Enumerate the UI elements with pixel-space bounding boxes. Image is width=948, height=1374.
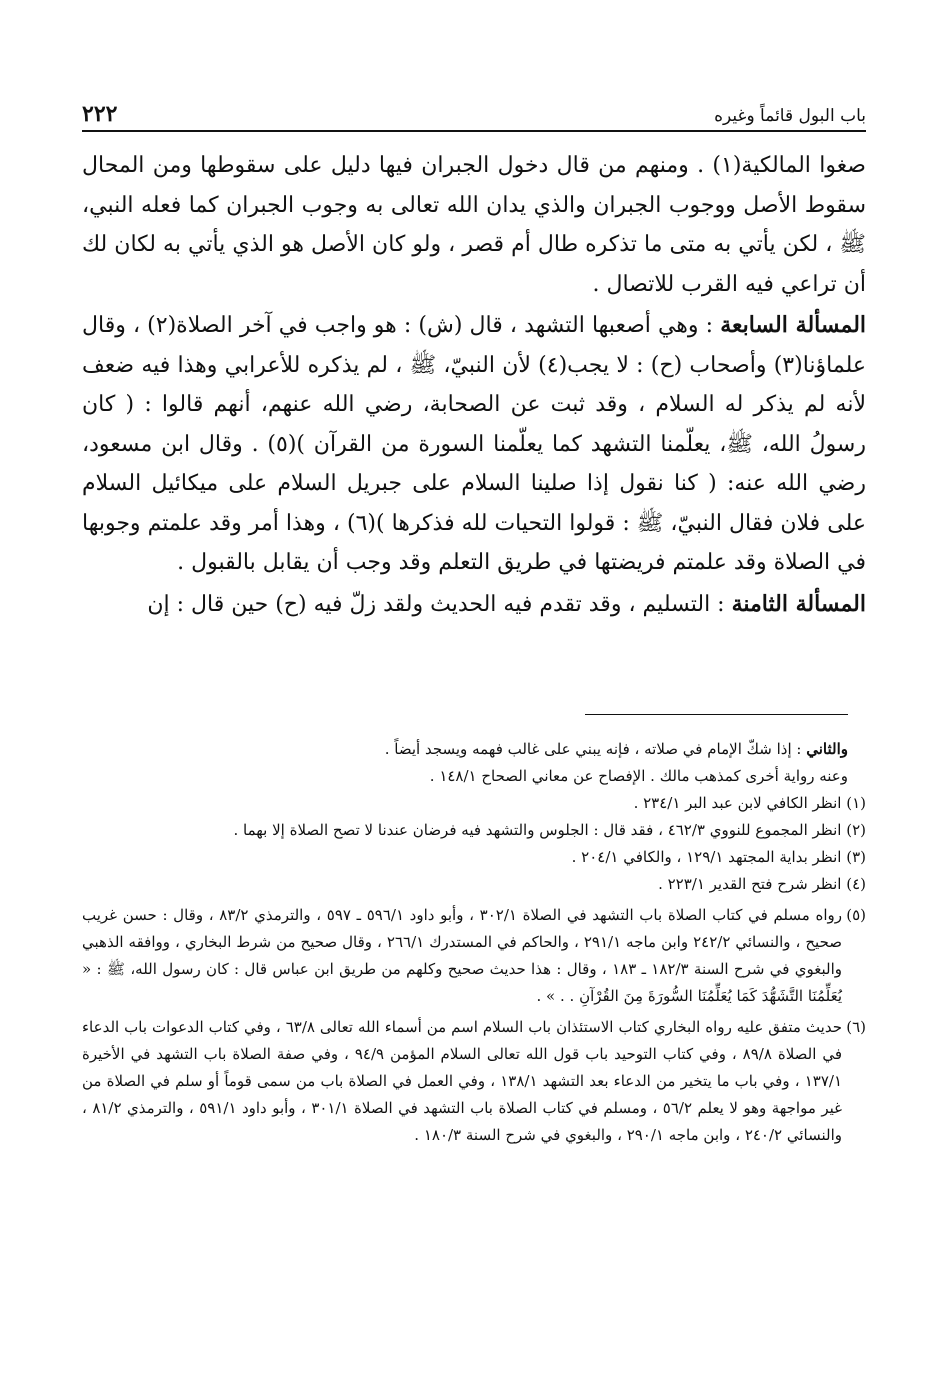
footnote-6-text: حديث متفق عليه رواه البخاري كتاب الاستئذان باب السلام اسم من أسماء الله تعالى ٦٣/٨ ، وفي كتاب الدعوات باب الدعاء في الصلاة ٨٩/٨ ، وفي كتاب التوحيد باب قول الله تعالى السلام المؤمن ٩٤/٩ ، وفي صفة الصلاة باب التشهد في الأخيرة ١٣٧/١ ، وفي باب ما يتخير من الدعاء بعد التشهد ١٣٨/١ ، وفي العمل في الصلاة باب من سمى قوماً أو سلم في الصلاة من غير مواجهة وهو لا يعلم ٥٦/٢ ، ومسلم في كتاب الصلاة باب التشهد في الصلاة ٣٠١/١ ، وأبو داود ٥٩١/١ ، والترمذي ٨١/٢ ، والنسائي ٢٤٠/٢ ، وابن ماجه ٢٩٠/١ ، والبغوي في شرح السنة ١٨٠/٣ .: [82, 1018, 842, 1144]
page-header: [82, 96, 866, 132]
issue-seven-text: : وهي أصعبها التشهد ، قال (ش) : هو واجب في آخر الصلاة(٢) ، وقال علماؤنا(٣) وأصحاب (ح) : لا يجب(٤) لأن النبيّ، ﷺ ، لم يذكره للأعرابي وهذا فيه ضعف لأنه لم يذكر له السلام ، وقد ثبت عن الصحابة، رضي الله عنهم، أنهم قالوا : ( كان رسولُ الله، ﷺ، يعلّمنا التشهد كما يعلّمنا السورة من القرآن )(٥) . وقال ابن مسعود، رضي الله عنه: ( كنا نقول إذا صلينا السلام على جبريل السلام على ميكائيل السلام على فلان فقال النبيّ، ﷺ : قولوا التحيات لله فذكرها )(٦) ، وهذا أمر وقد علمتم وجوبها في الصلاة وقد علمتم فريضتها في طريق التعلم وقد وجب أن يقابل بالقبول .: [82, 313, 866, 575]
footnote-3: (٣) انظر بداية المجتهد ١٢٩/١ ، والكافي ٢٠٤/١ .: [571, 848, 866, 866]
footnote-separator: [585, 714, 848, 715]
footnote-6: [82, 1014, 866, 1149]
paragraph-3: [82, 585, 866, 625]
footnote-5: [82, 902, 866, 1010]
page-number: ٢٢٢: [82, 101, 118, 127]
footnote-4: (٤) انظر شرح فتح القدير ٢٢٣/١ .: [658, 875, 866, 893]
footnote-5-mark: (٥): [846, 906, 866, 924]
issue-eight-label: المسألة الثامنة: [731, 590, 866, 617]
issue-seven-label: المسألة السابعة: [720, 312, 867, 338]
paragraph-2: [82, 306, 866, 583]
footnote-continuation-label: والثاني: [806, 740, 848, 758]
paragraph-1: صغوا المالكية(١) . ومنهم من قال دخول الجبران فيها دليل على سقوطها ومن المحال سقوط الأصل ووجوب الجبران والذي يدان الله تعالى به وجوب الجبران كما فعله النبي، ﷺ ، لكن يأتي به متى ما تذكره طال أم قصر ، ولو كان الأصل هو الذي يأتي به لكان لك أن تراعي فيه القرب للاتصال .: [82, 153, 866, 297]
footnote-5-text: رواه مسلم في كتاب الصلاة باب التشهد في الصلاة ٣٠٢/١ ، وأبو داود ٥٩٦/١ ـ ٥٩٧ ، والترمذي ٨٣/٢ ، وقال : حسن غريب صحيح ، والنسائي ٢٤٢/٢ وابن ماجه ٢٩١/١ ، والحاكم في المستدرك ٢٦٦/١ ، وقال صحيح من شرط البخاري ، ووافقه الذهبي والبغوي في شرح السنة ١٨٢/٣ ـ ١٨٣ ، وقال : هذا حديث صحيح وكلهم من طريق ابن عباس قال : كان رسول الله، ﷺ : « يُعَلِّمُنَا التَّشَهُّدَ كَمَا يُعَلِّمُنَا السُّورَةَ مِنَ القُرْآنِ . . » .: [82, 906, 842, 1005]
footnote-2: (٢) انظر المجموع للنووي ٤٦٢/٣ ، فقد قال : الجلوس والتشهد فيه فرضان عندنا لا تصح الصلاة إلا بهما .: [233, 821, 866, 839]
issue-eight-text: : التسليم ، وقد تقدم فيه الحديث ولقد زلّ فيه (ح) حين قال : إن: [147, 591, 725, 617]
footnote-continuation-2: وعنه رواية أخرى كمذهب مالك . الإفصاح عن معاني الصحاح ١٤٨/١ .: [429, 767, 848, 785]
running-title: باب البول قائماً وغيره: [714, 106, 866, 126]
main-text: [82, 146, 866, 624]
footnote-continuation-1: [82, 736, 866, 763]
footnote-continuation-text: : إذا شكّ الإمام في صلاته ، فإنه يبني على غالب فهمه ويسجد أيضاً .: [384, 740, 802, 758]
footnotes: [82, 736, 866, 1149]
footnote-1: (١) انظر الكافي لابن عبد البر ٢٣٤/١ .: [633, 794, 866, 812]
footnote-6-mark: (٦): [846, 1018, 866, 1036]
